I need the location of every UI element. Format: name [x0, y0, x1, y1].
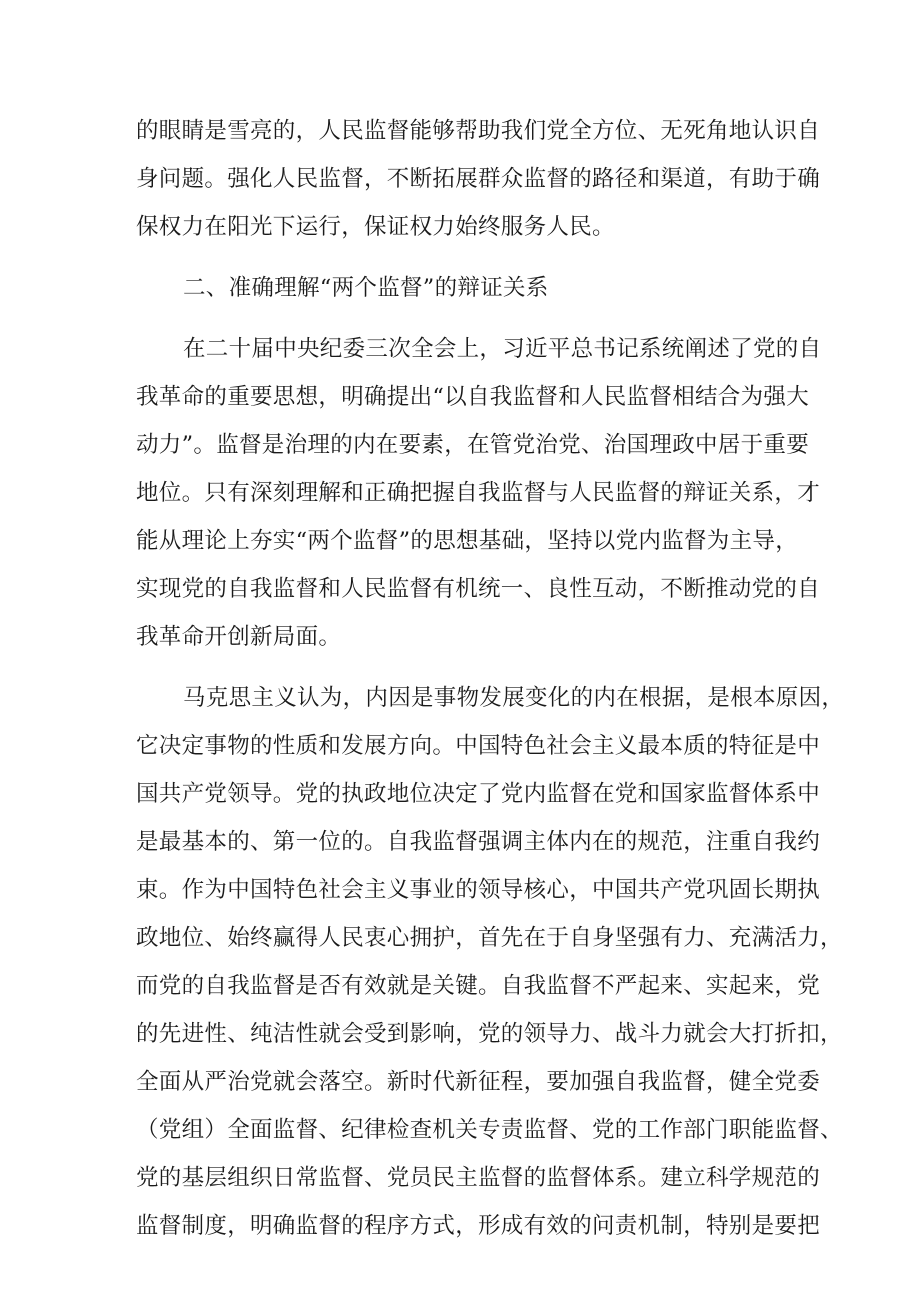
text-line: 党的基层组织日常监督、党员民主监督的监督体系。建立科学规范的	[136, 1165, 821, 1191]
text-line: 政地位、始终赢得人民衷心拥护，首先在于自身坚强有力、充满活力，	[136, 925, 843, 951]
text-line: 束。作为中国特色社会主义事业的领导核心，中国共产党巩固长期执	[136, 877, 821, 903]
text-line: 动力”。监督是治理的内在要素，在管党治党、治国理政中居于重要	[136, 432, 810, 458]
text-line: 我革命的重要思想，明确提出“以自我监督和人民监督相结合为强大	[136, 384, 810, 410]
text-line: 在二十届中央纪委三次全会上，习近平总书记系统阐述了党的自	[183, 336, 822, 362]
text-line: （党组）全面监督、纪律检查机关专责监督、党的工作部门职能监督、	[136, 1117, 843, 1143]
text-line: 监督制度，明确监督的程序方式，形成有效的问责机制，特别是要把	[136, 1213, 821, 1239]
text-line: 的先进性、纯洁性就会受到影响，党的领导力、战斗力就会大打折扣，	[136, 1021, 843, 1047]
section-heading: 二、准确理解“两个监督”的辩证关系	[183, 275, 549, 301]
text-line: 它决定事物的性质和发展方向。中国特色社会主义最本质的特征是中	[136, 733, 821, 759]
text-line: 地位。只有深刻理解和正确把握自我监督与人民监督的辩证关系，才	[136, 480, 821, 506]
text-line: 我革命开创新局面。	[136, 624, 342, 650]
text-line: 马克思主义认为，内因是事物发展变化的内在根据，是根本原因，	[183, 685, 845, 711]
text-line: 能从理论上夯实“两个监督”的思想基础，坚持以党内监督为主导，	[136, 528, 799, 554]
text-line: 全面从严治党就会落空。新时代新征程，要加强自我监督，健全党委	[136, 1069, 821, 1095]
text-line: 保权力在阳光下运行，保证权力始终服务人民。	[136, 214, 615, 240]
text-line: 实现党的自我监督和人民监督有机统一、良性互动，不断推动党的自	[136, 576, 821, 602]
text-line: 是最基本的、第一位的。自我监督强调主体内在的规范，注重自我约	[136, 829, 821, 855]
text-line: 身问题。强化人民监督，不断拓展群众监督的路径和渠道，有助于确	[136, 166, 821, 192]
text-line: 而党的自我监督是否有效就是关键。自我监督不严起来、实起来，党	[136, 973, 821, 999]
text-line: 国共产党领导。党的执政地位决定了党内监督在党和国家监督体系中	[136, 781, 821, 807]
text-line: 的眼睛是雪亮的，人民监督能够帮助我们党全方位、无死角地认识自	[136, 118, 821, 144]
